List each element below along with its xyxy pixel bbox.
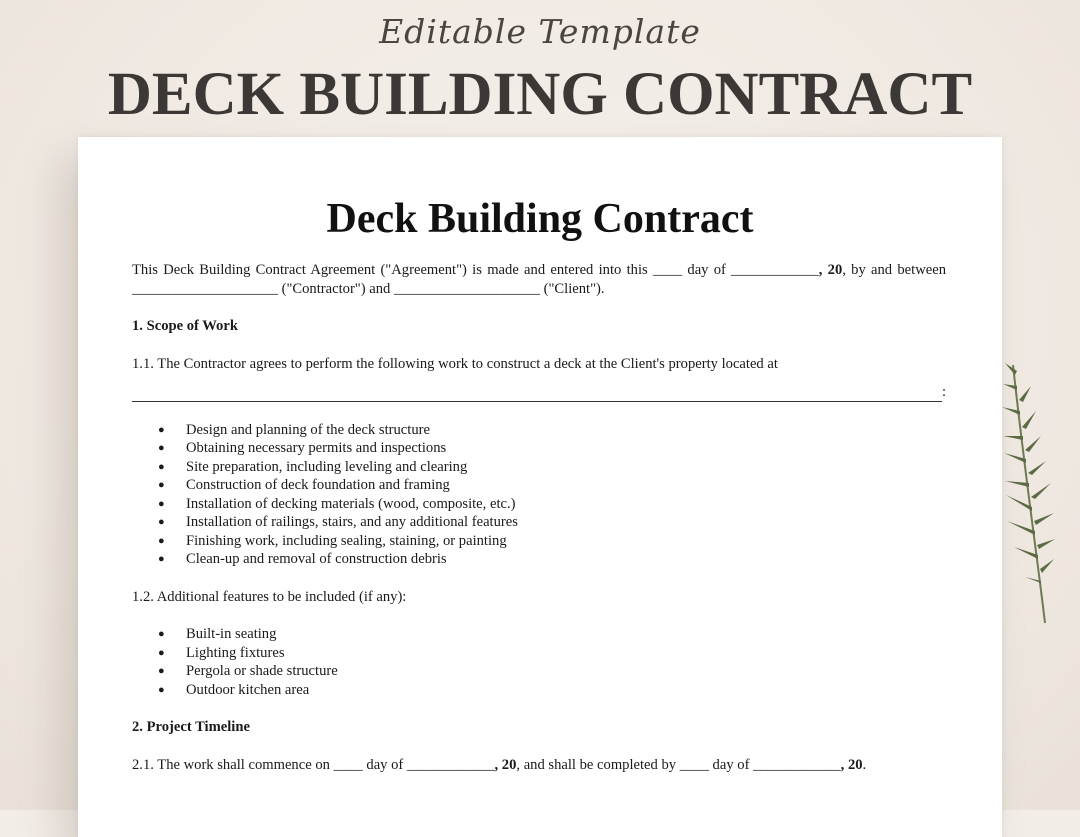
list-item [132,513,946,532]
list-item-text: Construction of deck foundation and framing [186,477,450,493]
bullet-icon: ● [158,460,165,473]
clause-2-1-text-c: . [862,756,867,773]
bullet-icon: ● [158,442,165,454]
list-item [132,644,946,663]
list-item [132,458,946,477]
list-item-text: Pergola or shade structure [186,663,338,679]
bullet-icon: ● [158,646,165,659]
list-item-text: Finishing work, including sealing, staining, or painting [186,532,507,549]
list-item [132,421,946,440]
list-item [132,681,946,700]
list-item [132,439,946,458]
bullet-icon: ● [158,497,165,510]
banner-title: DECK BUILDING CONTRACT [107,61,973,128]
bullet-icon: ● [158,628,165,640]
intro-paragraph [132,261,946,298]
list-item [132,662,946,681]
bullet-icon: ● [158,665,165,677]
list-item [132,476,946,495]
rosemary-sprig-image [975,355,1075,630]
clause-2-1-year-b: , 20 [840,756,863,773]
bullet-icon: ● [158,479,165,491]
list-item-text: Installation of railings, stairs, and any additional features [186,514,518,530]
section-heading-scope: 1. Scope of Work [132,318,238,334]
section-heading-timeline: 2. Project Timeline [132,719,250,735]
list-item [132,550,946,569]
document-body [132,261,946,774]
clause-2-1-text-a: 2.1. The work shall commence on ____ day of ____________ [132,756,495,773]
additional-items-list [132,625,946,699]
list-item [132,532,946,551]
list-item-text: Clean-up and removal of construction debris [186,551,447,567]
intro-text-2: , by and between ____________________ ("Contractor") and ____________________ ("Client"). [132,262,946,297]
address-underline [132,387,942,402]
list-item-text: Installation of decking materials (wood, composite, etc.) [186,495,516,512]
clause-colon: : [941,384,946,400]
bullet-icon: ● [158,516,165,528]
clause-1-2: 1.2. Additional features to be included (if any): [132,588,407,605]
intro-year: , 20 [818,262,843,278]
list-item [132,495,946,514]
list-item-text: Lighting fixtures [186,644,285,661]
intro-text-1: This Deck Building Contract Agreement ("Agreement") is made and entered into this ____ day of ____________ [132,262,819,278]
work-items-list [132,421,946,569]
list-item-text: Site preparation, including leveling and clearing [186,458,468,475]
document-page [78,137,1002,837]
bullet-icon: ● [158,683,165,696]
clause-1-1: 1.1. The Contractor agrees to perform the following work to construct a deck at the Client's property located at [132,355,778,372]
list-item-text: Obtaining necessary permits and inspections [186,440,447,456]
document-title: Deck Building Contract [326,196,754,242]
script-subtitle: Editable Template [379,12,701,51]
list-item-text: Design and planning of the deck structure [186,421,430,438]
bullet-icon: ● [158,534,165,547]
clause-2-1-text-b: , and shall be completed by ____ day of ____________ [516,756,841,773]
address-blank-line [132,383,946,402]
list-item-text: Outdoor kitchen area [186,681,310,698]
clause-2-1 [132,756,946,775]
list-item [132,625,946,644]
bullet-icon: ● [158,423,165,436]
bullet-icon: ● [158,553,165,565]
clause-2-1-year-a: , 20 [494,756,517,773]
list-item-text: Built-in seating [186,626,277,642]
